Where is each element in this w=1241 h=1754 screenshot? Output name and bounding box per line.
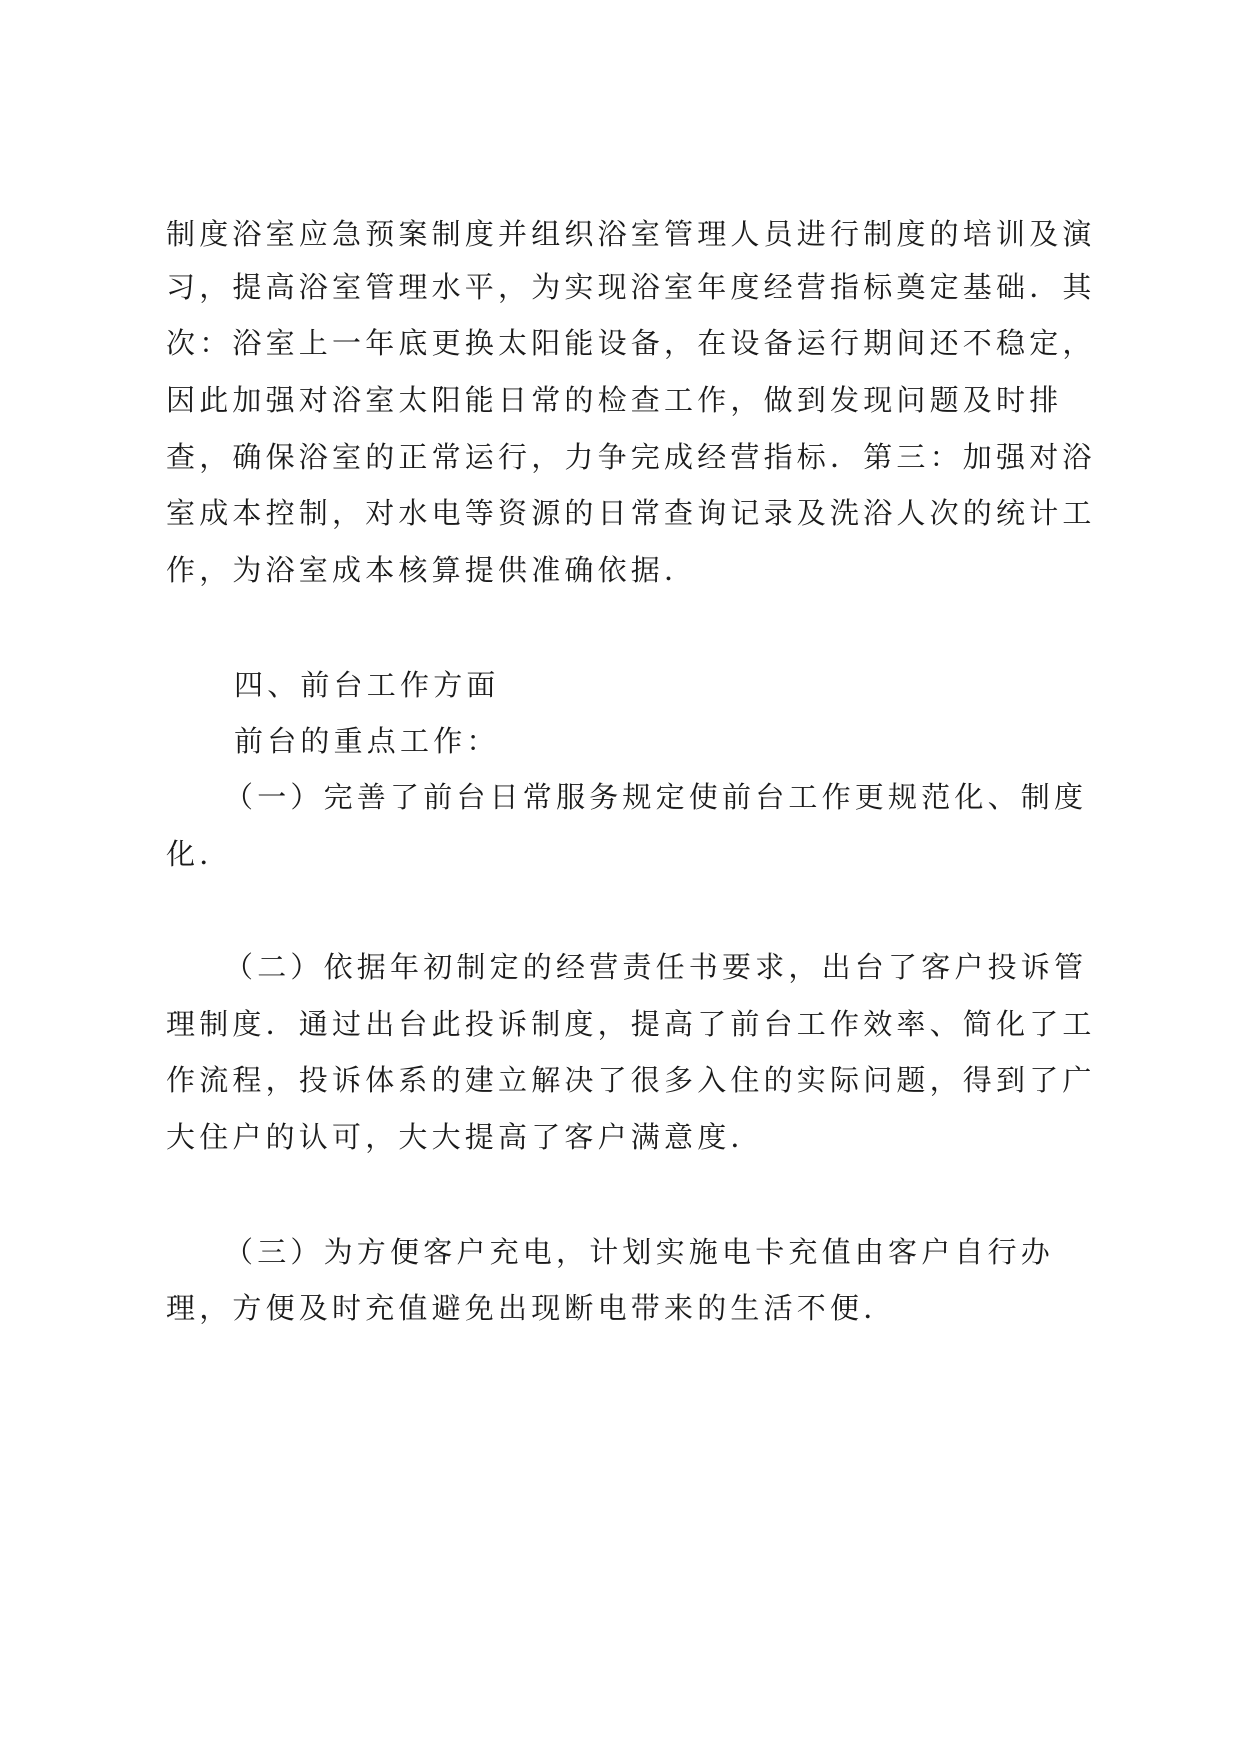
list-item-line: 大住户的认可，大大提高了客户满意度．	[166, 1120, 764, 1154]
list-item-line: （一）完善了前台日常服务规定使前台工作更规范化、制度	[224, 780, 1088, 814]
paragraph-line: 因此加强对浴室太阳能日常的检查工作，做到发现问题及时排	[166, 383, 1063, 417]
list-item-line: 理制度．通过出台此投诉制度，提高了前台工作效率、简化了工	[166, 1007, 1096, 1041]
list-item-line: （二）依据年初制定的经营责任书要求，出台了客户投诉管	[224, 950, 1088, 984]
paragraph-line: 查，确保浴室的正常运行，力争完成经营指标．第三：加强对浴	[166, 440, 1096, 474]
paragraph-line: 次：浴室上一年底更换太阳能设备，在设备运行期间还不稳定，	[166, 326, 1096, 360]
paragraph-line: 制度浴室应急预案制度并组织浴室管理人员进行制度的培训及演	[166, 217, 1096, 251]
list-item-line: （三）为方便客户充电，计划实施电卡充值由客户自行办	[224, 1235, 1055, 1269]
subheading: 前台的重点工作：	[234, 724, 500, 758]
section-heading: 四、前台工作方面	[234, 668, 500, 702]
paragraph-line: 作，为浴室成本核算提供准确依据．	[166, 553, 698, 587]
paragraph-line: 习，提高浴室管理水平，为实现浴室年度经营指标奠定基础．其	[166, 270, 1096, 304]
paragraph-line: 室成本控制，对水电等资源的日常查询记录及洗浴人次的统计工	[166, 496, 1096, 530]
list-item-line: 作流程，投诉体系的建立解决了很多入住的实际问题，得到了广	[166, 1063, 1096, 1097]
list-item-line: 化．	[166, 837, 233, 871]
list-item-line: 理，方便及时充值避免出现断电带来的生活不便．	[166, 1291, 897, 1325]
